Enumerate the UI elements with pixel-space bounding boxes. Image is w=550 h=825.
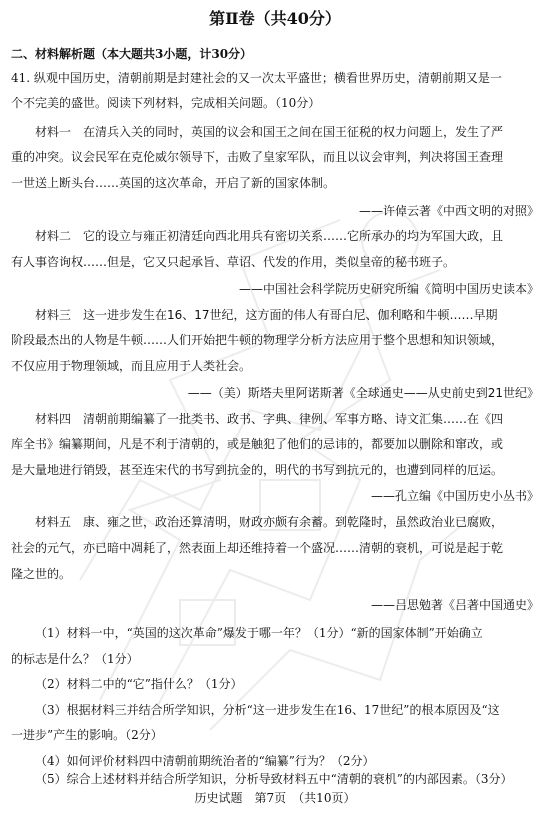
- material-4-line: 库全书》编纂期间，凡是不利于清朝的，或是触犯了他们的忌讳的，都要加以删除和窜改，或: [11, 437, 504, 451]
- question-line: 个不完美的盛世。阅读下列材料，完成相关问题。（10分）: [11, 96, 321, 110]
- material-5-line: 社会的元气，亦已暗中凋耗了，然表面上却还维持着一个盛况……清朝的衰机，可说是起于乾: [11, 541, 504, 555]
- material-2-source: ——中国社会科学院历史研究所编《简明中国历史读本》: [238, 282, 539, 296]
- sub-question-5: （5）综合上述材料并结合所学知识，分析导致材料五中“清朝的衰机”的内部因素。（3分）: [35, 772, 513, 786]
- material-1-line: 重的冲突。议会民军在克伦威尔领导下，击败了皇家军队，而且以议会审判，判决将国王查理: [11, 150, 504, 164]
- material-5-source: ——吕思勉著《吕著中国通史》: [370, 598, 539, 612]
- material-4-line: 材料四 清朝前期编纂了一批类书、政书、字典、律例、军事方略、诗文汇集……在《四: [35, 412, 504, 426]
- material-4-line: 是大量地进行销毁，甚至连宋代的书写到抗金的，明代的书写到抗元的，也遭到同样的厄运。: [11, 463, 504, 477]
- question-line: 41. 纵观中国历史，清朝前期是封建社会的又一次太平盛世；横看世界历史，清朝前期又是一: [11, 71, 502, 85]
- sub-question-4: （4）如何评价材料四中清朝前期统治者的“编纂”行为？（2分）: [35, 754, 375, 768]
- page-footer: 历史试题 第7页 （共10页）: [194, 791, 356, 805]
- sub-question-3: 一进步”产生的影响。（2分）: [11, 728, 163, 742]
- material-3-source: ——（美）斯塔夫里阿诺斯著《全球通史——从史前史到21世纪》: [187, 386, 539, 400]
- material-3-line: 材料三 这一进步发生在16、17世纪，这方面的伟人有哥白尼、伽利略和牛顿……早期: [35, 308, 498, 322]
- sub-question-1: （1）材料一中，“英国的这次革命”爆发于哪一年？（1分）“新的国家体制”开始确立: [35, 626, 483, 640]
- material-5-line: 隆之世的。: [11, 567, 72, 581]
- sub-question-3: （3）根据材料三并结合所学知识，分析“这一进步发生在16、17世纪”的根本原因及“这: [35, 703, 500, 717]
- sub-question-1: 的标志是什么？（1分）: [11, 652, 139, 666]
- material-1-line: 材料一 在清兵入关的同时，英国的议会和国王之间在国王征税的权力问题上，发生了严: [35, 125, 504, 139]
- page-title: 第Ⅱ卷（共40分）: [209, 9, 341, 28]
- material-5-line: 材料五 康、雍之世，政治还算清明，财政亦颇有余蓄。到乾隆时，虽然政治业已腐败，: [35, 515, 504, 529]
- section-heading: 二、材料解析题（本大题共3小题，计30分）: [11, 47, 253, 61]
- material-1-source: ——许倬云著《中西文明的对照》: [358, 204, 539, 218]
- sub-question-2: （2）材料二中的“它”指什么？（1分）: [35, 677, 243, 691]
- material-2-line: 有人事咨询权……但是，它又只起承旨、草诏、代发的作用，类似皇帝的秘书班子。: [11, 255, 456, 269]
- material-3-line: 不仅应用于物理领域，而且应用于人类社会。: [11, 359, 252, 373]
- material-2-line: 材料二 它的设立与雍正初清廷向西北用兵有密切关系……它所承办的均为军国大政，且: [35, 229, 504, 243]
- material-4-source: ——孔立编《中国历史小丛书》: [370, 489, 539, 503]
- material-1-line: 一世送上断头台……英国的这次革命，开启了新的国家体制。: [11, 176, 336, 190]
- material-3-line: 阶段最杰出的人物是牛顿……人们开始把牛顿的物理学分析方法应用于整个思想和知识领域，: [11, 333, 504, 347]
